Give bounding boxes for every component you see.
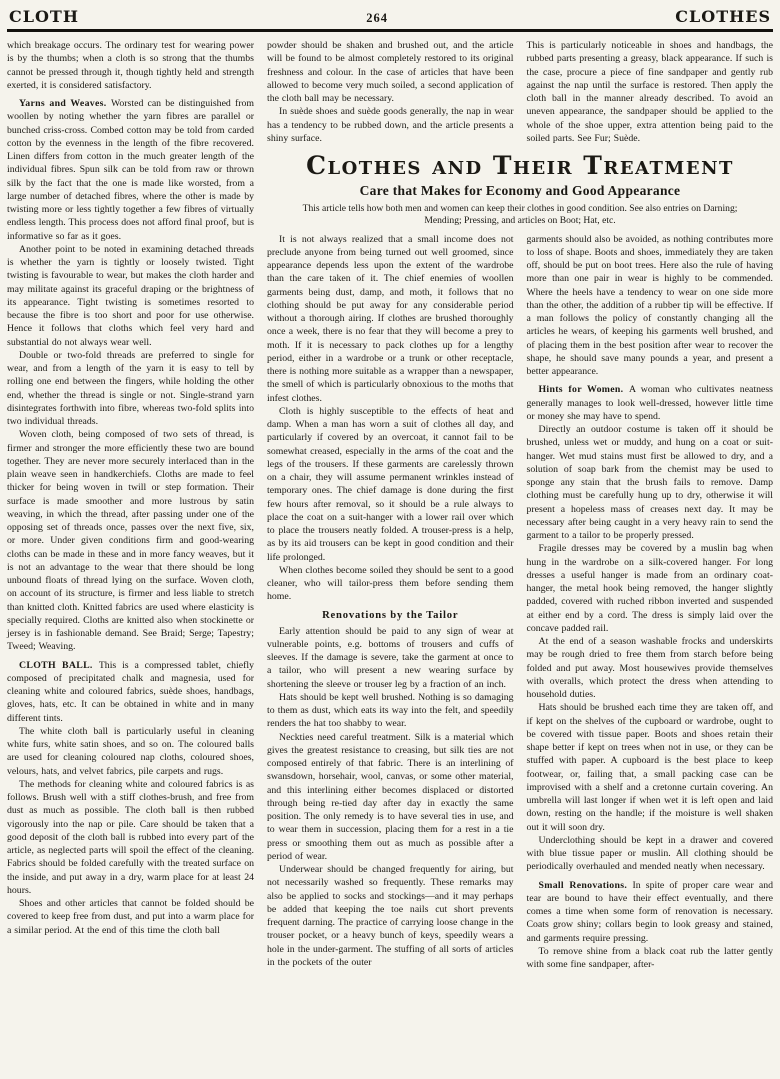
right-column-top bbox=[527, 39, 774, 145]
paragraph: Woven cloth, being composed of two sets of thread, is firmer and stronger the more efficiently these two are bound together. They are never more securely interlaced than in the plain weave seen in handkerchiefs. Cloths are made to feel thicker for being woven in twill or step formation. Their surface is made smoother and more lustrous by satin weaving, in which the thread, after passing under one of the opposing set of threads once, passes over the next five, six, or more. Under given conditions firm and good-wearing cloths can be made in these and in more fancy weaves, but it is not an advantage to the wear that there should be long unbound floats of thread lying on the surface. Woven cloth, on account of its structure, is firmer and less liable to stretch than knitted cloth. Knitted fabrics are used where elasticity is specially required. Cloths are knitted also when stockinette or jersey is in fashionable demand. See Braid; Serge; Tapestry; Tweed; Weaving. bbox=[7, 429, 254, 653]
entry-heading: Yarns and Weaves. bbox=[19, 98, 111, 109]
article-note: This article tells how both men and women can keep their clothes in good condition. See also entries on Darning; Mending; Pressing, and articles on Boot; Hat, etc. bbox=[302, 203, 738, 226]
paragraph: Early attention should be paid to any sign of wear at vulnerable points, e.g. bottoms of trousers and cuffs of sleeves. If the damage is severe, take the garment at once to a tailor, who will present a new wearing surface by shortening the sleeve or trouser leg by a fraction of an inch. bbox=[267, 625, 514, 690]
paragraph: garments should also be avoided, as nothing contributes more to loss of shape. Boots and shoes, immediately they are taken off, should be put on boot trees. Here also the rule of having more than one pair in wear is highly to be commended. Where the heels have a tendency to wear on one side more than the other, the addition of a rubber tip will be effective. If a man follows the policy of constantly changing all the articles he wears, of keeping his garments well brushed, and of placing them in the best position after wear to recover the shape, he should save many pounds a year, and present a better appearance. bbox=[526, 233, 773, 378]
paragraph: At the end of a season washable frocks and underskirts may be rough dried to free them from starch before being folded and put away. Most housewives provide themselves with overalls, which protect the dress when attending to household duties. bbox=[526, 636, 773, 701]
paragraph: It is not always realized that a small income does not preclude anyone from being turned out well groomed, since appearance depends less upon the extent of the wardrobe than the care taken of it. The chief enemies of woollen garments being dust, damp, and moth, it follows that no clothing should be put away for any considerable period without a thorough airing. If clothes are brushed thoroughly once a week, there is no fear that they will become a prey to moth. If it is necessary to pack clothes up for a lengthy period, either in a wardrobe or a trunk or other receptacle, there is nothing more suitable as a wrapper than a newspaper, the smell of which is particularly obnoxious to the moths that infest clothes. bbox=[267, 233, 514, 404]
middle-column-bottom bbox=[267, 233, 514, 972]
paragraph: The white cloth ball is particularly useful in cleaning white furs, white satin shoes, and so on. The coloured balls are used for cleaning coloured nap cloths, coloured shoes, velours, hats, and velvet fabrics, pile carpets and rugs. bbox=[7, 725, 254, 777]
paragraph: Small Renovations. In spite of proper care wear and tear are bound to have their effect eventually, and there comes a time when some form of renovation is necessary. Coats grow shiny; collars begin to look greasy and stained, and garments require pressing. bbox=[526, 879, 773, 944]
lower-two-columns bbox=[267, 233, 773, 972]
paragraph: Hats should be brushed each time they are taken off, and if kept on the shelves of the cupboard or wardrobe, ought to be covered with tissue paper. Boots and shoes retain their shape better if kept on trees when not in use, or they can be stuffed with paper. A cupboard is the best place to keep footwear, or, failing that, a small packing case can be improvised with a shelf and a cretonne curtain covering. An umbrella will last longer if when wet it is left open and laid down, resting on the handle; if the moisture is well shaken out it will soon dry. bbox=[526, 702, 773, 833]
paragraph: Neckties need careful treatment. Silk is a material which gives the greatest resistance to creasing, but silk ties are not composed entirely of that fabric. There is an interlining of swansdown, horsehair, wool, canvas, or some other material, and this interlining either becomes displaced or distorted through being re-tied day after day in exactly the same position. The only remedy is to have several ties in use, and to wear them in succession, placing them for a rest in a tie press or smoothing them out as much as possible after a period of wear. bbox=[267, 731, 514, 862]
page-number: 264 bbox=[366, 11, 388, 25]
paragraph: Another point to be noted in examining detached threads is whether the yarn is tightly or loosely twisted. Tight twisting is favourable to wear, but makes the cloth harder and may militate against its graceful draping or the brightness of its appearance. Tight twisting is sometimes resorted to because the fibre is too short and poor for use otherwise. Hence it follows that cloths which feel very hard and substantial do not always wear well. bbox=[7, 243, 254, 348]
paragraph: Cloth is highly susceptible to the effects of heat and damp. When a man has worn a suit of clothes all day, and particularly if covered by an overcoat, it cannot fail to be somewhat creased, especially in the arms of the coat and the legs of the trousers. If these garments are carelessly thrown on a chair, they will assume permanent wrinkles instead of temporary ones. The chief damage is done during the first few hours after removal, so it should be a rule always to place the coat on a suit-hanger with a lower rail over which to place the trousers neatly folded. A trouser-press is a help, as by its aid trousers can be kept in good condition and their life prolonged. bbox=[267, 405, 514, 563]
text-columns bbox=[7, 32, 773, 971]
paragraph: Hats should be kept well brushed. Nothing is so damaging to them as dust, which eats its way into the felt, and speedily renders the hat too shabby to wear. bbox=[267, 691, 514, 730]
paragraph: Underwear should be changed frequently for airing, but not necessarily washed so frequently. These remarks may also be applied to socks and stockings—and it may perhaps be added that keeping the toe nails cut short prevents frequent darning. The practice of carrying loose change in the trouser pocket, or a heavy bunch of keys, speedily wears a hole in the under-garment. The stuffing of all sorts of articles in the pockets of the outer bbox=[267, 864, 514, 968]
entry-heading: Small Renovations. bbox=[538, 879, 633, 891]
right-column-bottom bbox=[527, 233, 774, 972]
running-head-left-title: CLOTH bbox=[9, 7, 79, 26]
paragraph: which breakage occurs. The ordinary test for wearing power is by the thumbs; when a cloth is so strong that the thumbs cannot be pressed through it, though tightly held and strength exerted, it is considered satisfactory. bbox=[7, 40, 254, 91]
middle-column-top bbox=[267, 39, 514, 145]
paragraph: In suède shoes and suède goods generally, the nap in wear has a tendency to be rubbed down, and the article presents a shiny surface. bbox=[267, 106, 514, 144]
article-subtitle: Care that Makes for Economy and Good Appearance bbox=[359, 183, 681, 198]
paragraph: To remove shine from a black coat rub the latter gently with some fine sandpaper, after- bbox=[526, 945, 773, 971]
paragraph: Double or two-fold threads are preferred to single for wear, and from a length of the yarn it is easy to tell by rolling one end between the fingers, while holding the other end, whether the thread is single or not. Single-strand yarn disintegrates forthwith into fibre, whereas two-fold splits into two individual threads. bbox=[7, 349, 254, 427]
paragraph: Hints for Women. A woman who cultivates neatness generally manages to look well-dressed, however little time or money she may have to spend. bbox=[526, 384, 773, 422]
paragraph: Fragile dresses may be covered by a muslin bag when hung in the wardrobe on a silk-covered hanger. For long dresses a useful hanger is made from an ordinary coat-hanger, the metal hook being removed, the hanger slightly padded, covered with ruched ribbon inverted and suspended at either end by a cord. The dress is simply laid over the concave padded rail. bbox=[526, 543, 773, 634]
entry-heading: CLOTH BALL. bbox=[19, 659, 99, 671]
paragraph: CLOTH BALL. This is a compressed tablet, chiefly composed of precipitated chalk and magnesia, used for cleaning white and coloured fabrics, suède shoes, handbags, gloves, hats, etc. It can be obtained in white and in many different tints. bbox=[7, 659, 254, 724]
left-column bbox=[7, 39, 254, 971]
paragraph: Underclothing should be kept in a drawer and covered with blue tissue paper or muslin. All clothing should be periodically overhauled and mended neatly when necessary. bbox=[526, 834, 773, 873]
article-header bbox=[267, 145, 773, 233]
paragraph: This is particularly noticeable in shoes and handbags, the rubbed parts presenting a greasy, black appearance. If such is the case, procure a piece of fine sandpaper and gently rub against the nap until the surface is restored. Then apply the cloth ball in the manner already described. To avoid an uneven appearance, the sandpaper should be applied to the whole of the shoe upper, extra attention being paid to the soiled parts. See Fur; Suède. bbox=[526, 40, 773, 144]
right-area bbox=[267, 39, 773, 971]
paragraph: Shoes and other articles that cannot be folded should be covered to keep free from dust, and put into a warm place for a similar period. At the end of this time the cloth ball bbox=[7, 898, 254, 936]
article-title: Clothes and Their Treatment bbox=[306, 151, 734, 180]
running-head-right-title: CLOTHES bbox=[675, 7, 771, 26]
paragraph: Yarns and Weaves. Worsted can be distinguished from woollen by noting whether the yarn fibres are parallel or bunched criss-cross. Combed cotton may be told from carded cotton by the evenness in the length of the fibre recovered. Linen differs from cotton in the much greater length of the individual fibres. Spun silk can be told from raw or thrown silk by the fact that the one is made like worsted, from a large number of detached fibres, where the other is made by twisting more or less tightly together a few fibres of virtually endless length. This process does not afford final proof, but is informative so far as it goes. bbox=[7, 98, 255, 242]
paragraph: Directly an outdoor costume is taken off it should be brushed, unless wet or muddy, and hung on a coat or suit-hanger. Wet mud stains must first be allowed to dry, and a solution of soap bark from the chemist may be used to sponge any stain that the brush fails to remove. Damp clothing must be carefully hung up to dry, otherwise it will present a hopeless mass of creases next day. It may be necessary after being caught in a very heavy rain to send the garment to a tailor to be properly pressed. bbox=[526, 424, 773, 542]
entry-heading: Hints for Women. bbox=[538, 384, 629, 396]
section-subheading: Renovations by the Tailor bbox=[322, 609, 459, 621]
paragraph: When clothes become soiled they should be sent to a good cleaner, who will tailor-press them before sending them home. bbox=[267, 564, 514, 603]
paragraph: powder should be shaken and brushed out, and the article will be found to be almost completely restored to its original freshness and colour. In the case of articles that have been allowed to become very much soiled, a second application of the cloth ball may be necessary. bbox=[267, 40, 514, 104]
upper-two-columns bbox=[267, 39, 773, 145]
running-head bbox=[7, 0, 773, 32]
paragraph: The methods for cleaning white and coloured fabrics is as follows. Brush well with a stiff clothes-brush, and free from dust as much as possible. The cloth ball is then rubbed vigorously into the nap or pile. Care should be taken that a good deposit of the cloth ball is rubbed into every part of the article, as neglected parts will spoil the effect of the cleaning. Fabrics should be folded carefully with the treated surface on the inside, and put away in a dry, warm place for at least 24 hours. bbox=[7, 778, 254, 896]
